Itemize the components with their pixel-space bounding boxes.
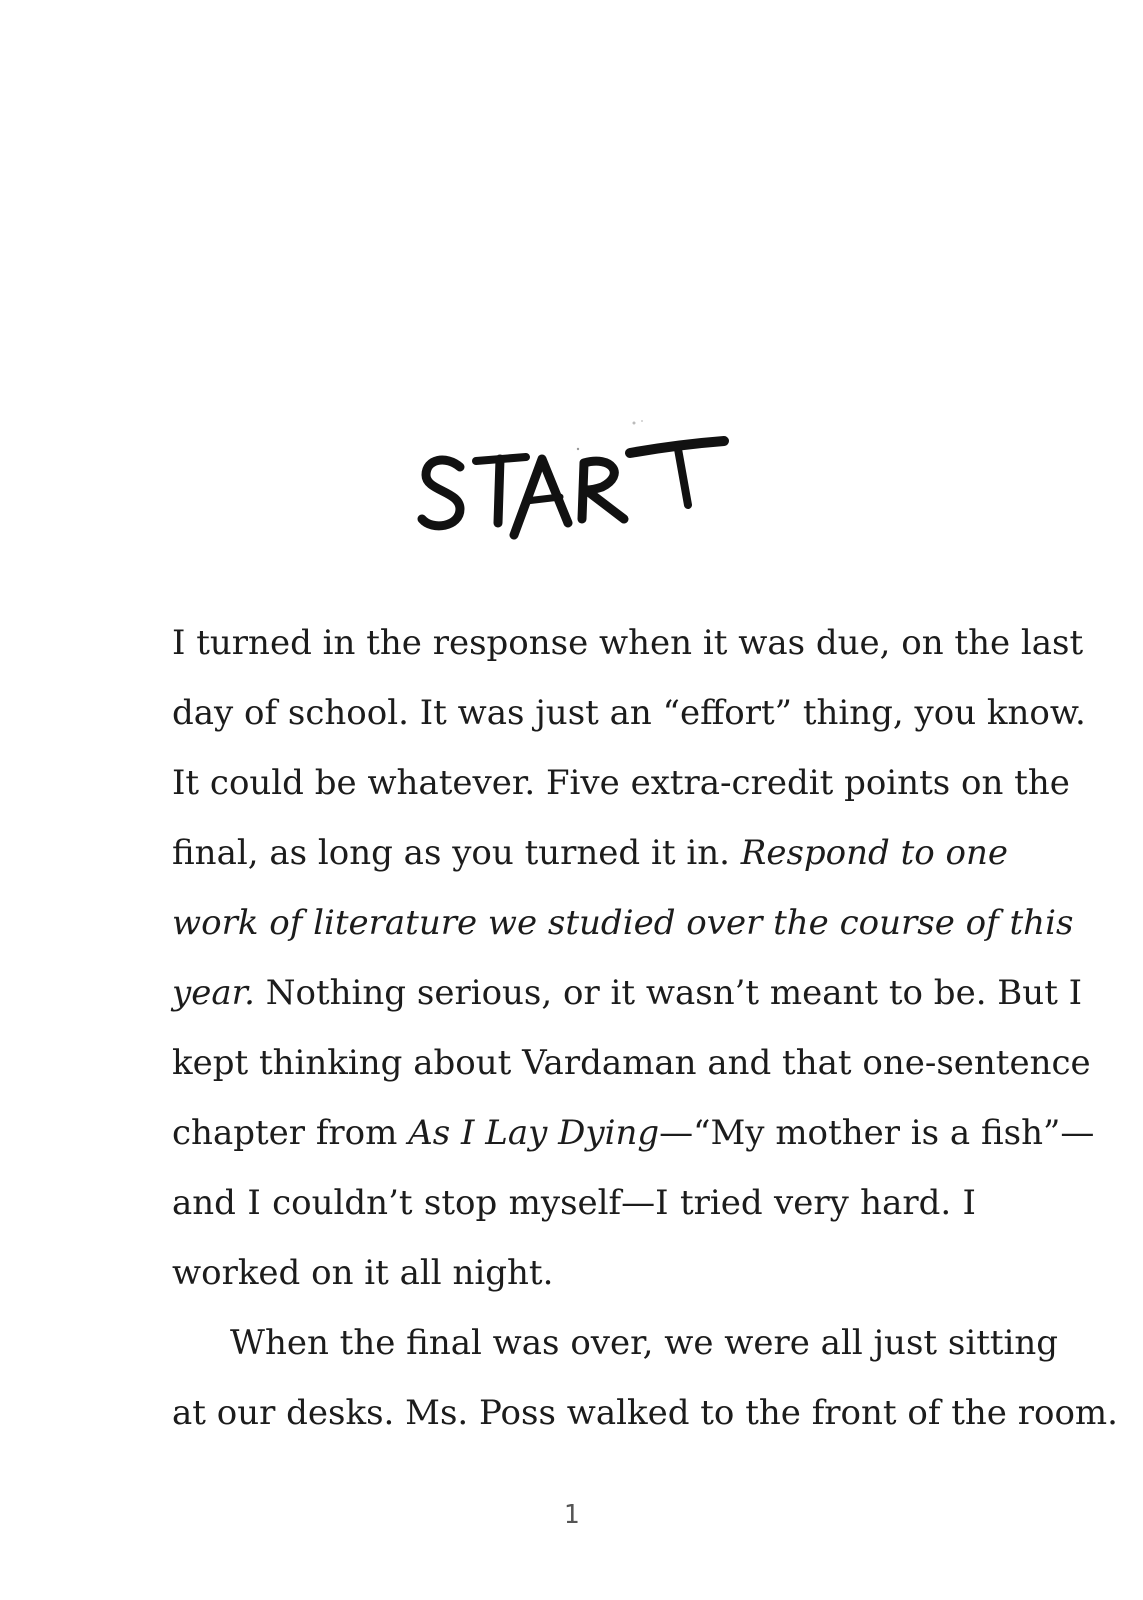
- italic-text: year.: [172, 973, 255, 1013]
- text-line: [172, 1378, 1118, 1448]
- text-run: day of school. It was just an “effort” thing, you know.: [172, 693, 1086, 733]
- text-run: —“My mother is a fish”—: [659, 1113, 1095, 1153]
- chapter-body-text: [172, 608, 1118, 1448]
- italic-text: work of literature we studied over the course of this: [172, 903, 1074, 943]
- text-line: [172, 678, 1086, 748]
- text-run: kept thinking about Vardaman and that one-sentence: [172, 1043, 1091, 1083]
- text-run: worked on it all night.: [172, 1253, 554, 1293]
- text-run: at our desks. Ms. Poss walked to the front of the room.: [172, 1393, 1118, 1433]
- text-line: [172, 608, 1084, 678]
- text-run: chapter from: [172, 1113, 409, 1153]
- italic-text: As I Lay Dying: [408, 1113, 660, 1153]
- chapter-title: [0, 395, 1143, 570]
- text-run: I turned in the response when it was due, on the last: [172, 623, 1084, 663]
- text-run: Nothing serious, or it wasn’t meant to be. But I: [254, 973, 1083, 1013]
- page-number: 1: [563, 1500, 580, 1530]
- text-run: and I couldn’t stop myself—I tried very hard. I: [172, 1183, 976, 1223]
- text-run: When the final was over, we were all just sitting: [230, 1323, 1059, 1363]
- text-line: [172, 1168, 976, 1238]
- text-line: [172, 748, 1070, 818]
- chapter-title-handwritten-logo: [402, 395, 742, 565]
- text-line: [172, 1308, 1059, 1378]
- text-line: [172, 1238, 976, 1308]
- text-run: It could be whatever. Five extra-credit points on the: [172, 763, 1070, 803]
- text-run: final, as long as you turned it in.: [172, 833, 741, 873]
- text-line: [172, 888, 1074, 958]
- text-line: [172, 1028, 1091, 1098]
- text-line: [172, 958, 1083, 1028]
- text-line: [172, 818, 1009, 888]
- text-line: [172, 1098, 1095, 1168]
- italic-text: Respond to one: [740, 833, 1009, 873]
